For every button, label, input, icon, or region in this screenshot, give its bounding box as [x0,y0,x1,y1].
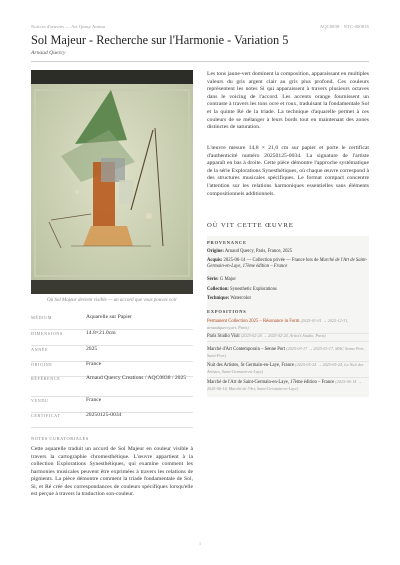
spec-row [31,331,193,346]
expositions-heading: EXPOSITIONS [207,309,247,314]
exposition-name: Marché de l'Art de Saint-Germain-en-Laye, 17ème édition – France [207,380,335,385]
origin-value: Arnaud Quercy, Paris, France, 2025 [224,249,293,254]
exposition-name: Paris Studio Visit [207,334,240,339]
serie-label: Série: [207,277,219,282]
artwork-image [31,70,193,294]
technique-value: Watercolor [230,296,252,301]
collection-label: Collection: [207,287,229,292]
spec-value: France [86,397,102,403]
exposition-item[interactable] [207,362,369,378]
spec-row [31,398,193,413]
origin-label: Origine: [207,249,224,254]
collection-line [207,287,369,293]
artwork-caption: Où Sol Majeur devient visible — un accord que vous pouvez voir [47,298,177,303]
spec-row [31,347,193,362]
exposition-item[interactable] [207,318,369,334]
exposition-name: Nuit des Artistes, St Germain-en-Laye, France [207,363,295,368]
exposition-item[interactable] [207,333,369,342]
serie-line [207,277,369,283]
spec-row [31,376,193,397]
page-number: 1 [198,541,202,546]
description-paragraph: Les tons jaune-vert dominent la composition, apparaissant en multiples valeurs du gris argent clair au gris plus profond. Ces couleurs représentent les notes Si qui apparaissent à travers plusieurs octaves dans le voicing de l'accord. Les accents orange fournissent un contraste à travers les tons ocre et roux, traduisant la fondamentale Sol et la quinte Ré de la triade. La technique d'aquarelle permet à ces couleurs de se mélanger à leurs bords tout en maintenant des zones distinctes de saturation. [207,71,369,131]
spec-value: France [86,361,102,367]
spec-value: Arnaud Quercy Creations / AQC0838 / 2025 [86,375,187,381]
spec-key: CERTIFICAT [31,413,61,418]
spec-key: RÉFÉRENCE [31,376,61,381]
exposition-date: (2025-02-20 → 2025-02-24, Artist's Studio, Paris) [240,333,326,338]
exposition-name: Permanent Collection 2025 – Résonance in Form [207,319,300,324]
spec-key: DIMENSIONS [31,331,63,336]
exposition-date: (2025-05-24 → 2025-05-24, La Nuit des Artistes, Saint-Germain-en-Laye) [207,362,364,375]
spec-row [31,413,193,428]
spec-value: Aquarelle sur Papier [86,314,132,320]
technique-label: Technique: [207,296,230,301]
page-title: Sol Majeur - Recherche sur l'Harmonie - Variation 5 [31,33,289,47]
spec-key: VENDU [31,398,49,403]
acquis-value: 2025-06-14 — Collection privée — France lors de [223,258,320,263]
spec-key: ANNÉE [31,347,49,352]
breadcrumb[interactable]: Notices d'œuvres — Art Quasy Anima [31,24,106,29]
notes-heading: NOTES CURATORIALES [31,436,89,441]
technique-line [207,296,369,302]
spec-value: 2025 [86,346,98,352]
exposition-date: (2025-03-17 → 2025-03-17, MAC Senne Port, Saint-Port) [207,346,365,359]
spec-value: 14.8×21.0cm [86,330,116,336]
description-paragraph: L'œuvre mesure 14,8 × 21,0 cm sur papier et porte le certificat d'authenticité numéro 20250125-0034. La signature de l'artiste apparaît en bas à droite. Cette pièce démontre l'approche systématique de la série Explorations Synesthétiques, où chaque œuvre correspond à des structures musicales spécifiques. Le format compact concentre l'attention sur les relations harmoniques essentielles sans éléments compositionnels additionnels. [207,145,369,197]
where-heading: OÙ VIT CETTE ŒUVRE [207,222,294,229]
exposition-item[interactable] [207,346,369,362]
origin-line [207,249,369,255]
acquis-label: Acquis: [207,258,223,263]
exposition-item[interactable] [207,379,369,394]
provenance-panel [207,236,369,397]
spec-value: 20250125-0034 [86,412,122,418]
serie-value: G Major [219,277,236,282]
header-bar [31,24,369,32]
spec-key: ORIGINE [31,362,53,367]
collection-value: Synesthetic Explorations [230,287,277,292]
spec-key: MÉDIUM [31,315,53,320]
acquis-event: Marché de l'Art de Saint-Germain-en-Laye, 17ème édition – France [207,258,368,270]
exposition-name: Marché d'Art Contemporain – Senne Port [207,347,286,352]
exposition-date: (2025-06-14 → 2025-06-14, Marché de l'Art, Saint-Germain-en-Laye) [207,379,362,392]
acquis-line [207,258,369,271]
notes-text: Cette aquarelle traduit un accord de Sol Majeur en couleur visible à travers la cartographie chromesthétique. L'œuvre appartient à la collection Explorations Synesthétiques, qui examine comment les harmonies musicales peuvent être exprimées à travers les relations de pigments. La pièce démontre comment la triade fondamentale de Sol, Si, et Ré crée des correspondances de couleurs spécifiques lorsqu'elle est perçue à travers la traduction son-couleur. [31,446,193,497]
header-divider [31,61,369,62]
spec-row [31,315,193,330]
provenance-heading: PROVENANCE [207,240,247,245]
artist-name: Arnaud Quercy [31,50,66,56]
reference-code: AQC0838 · NTC-000835 [319,24,369,29]
exposition-date: (2025-01-01 → 2025-12-31, arnaudquercy.art, Paris) [207,318,349,331]
